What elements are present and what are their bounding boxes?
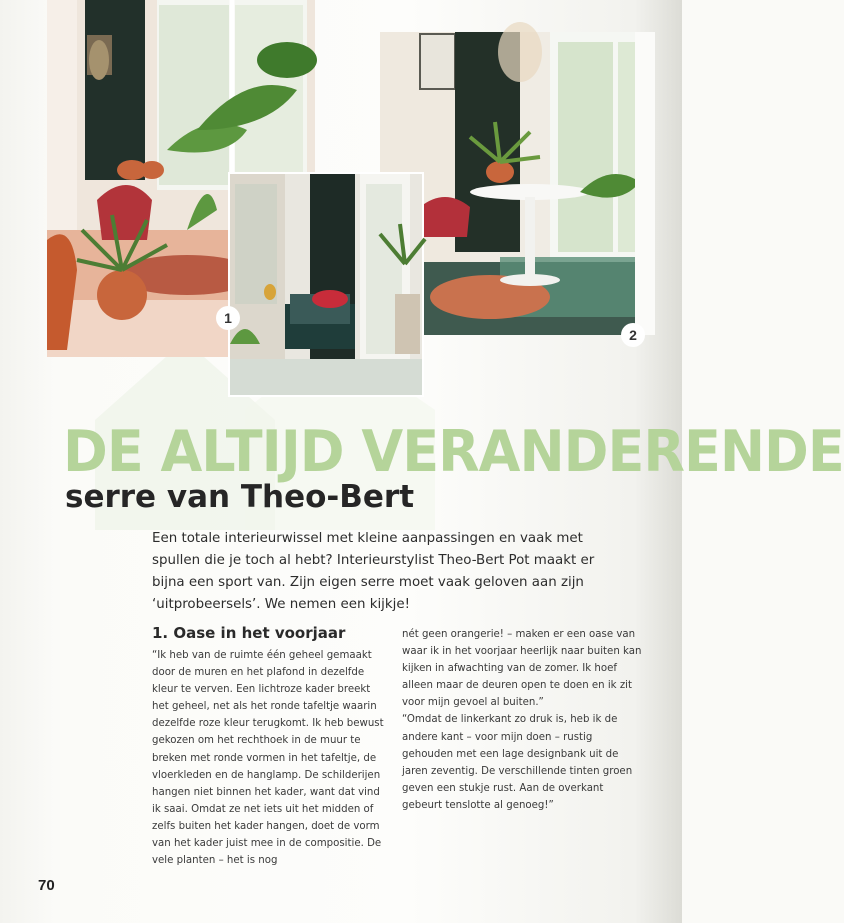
body-paragraph: “Ik heb van de ruimte één geheel gemaakt door de muren en het plafond in dezelfde kleur te verven. Een lichtroze kader breekt het geheel, net als het ronde tafeltje waarin dezelfde roze kleur terugkomt. Ik heb bewust gekozen om het rechthoek in de muur te breken met ronde vormen in het tafeltje, de vloerkleden en de hanglamp. De schilderijen hangen niet binnen het kader, want dat vind ik saai. Omdat ze net iets uit het midden of zelfs buiten het kader hangen, doet de vorm van het kader juist mee in de compositie. De vele planten – het is nog [152,650,384,867]
body-paragraph: “Omdat de linkerkant zo druk is, heb ik de andere kant – voor mijn doen – rustig gehouden met een lage designbank uit de jaren zeventig. De verschillende tinten groen geven een stukje rust. Aan de overkant gebeurt tenslotte al genoeg!” [402,714,633,811]
page-number: 70 [38,877,55,894]
photo-number-1: 1 [216,306,240,330]
section-title: 1. Oase in het voorjaar [152,624,346,642]
body-column-left [152,647,388,869]
headline: DE ALTIJD VERANDERENDE [63,418,844,485]
photo-serre-middle [228,172,424,397]
body-column-right [402,626,642,814]
intro-paragraph: Een totale interieurwissel met kleine aanpassingen en vaak met spullen die je toch al hebt? Interieurstylist Theo-Bert Pot maakt er bijna een sport van. Zijn eigen serre moet vaak geloven aan zijn ‘uitprobeersels’. We nemen een kijkje! [152,531,595,612]
subheadline: serre van Theo-Bert [65,479,415,515]
body-paragraph: nét geen orangerie! – maken er een oase van waar ik in het voorjaar heerlijk naar buiten kan kijken in afwachting van de zomer. Ik hoef alleen maar de deuren open te doen en ik zit voor mijn gevoel al buiten.” [402,629,642,709]
photo-number-2: 2 [621,323,645,347]
